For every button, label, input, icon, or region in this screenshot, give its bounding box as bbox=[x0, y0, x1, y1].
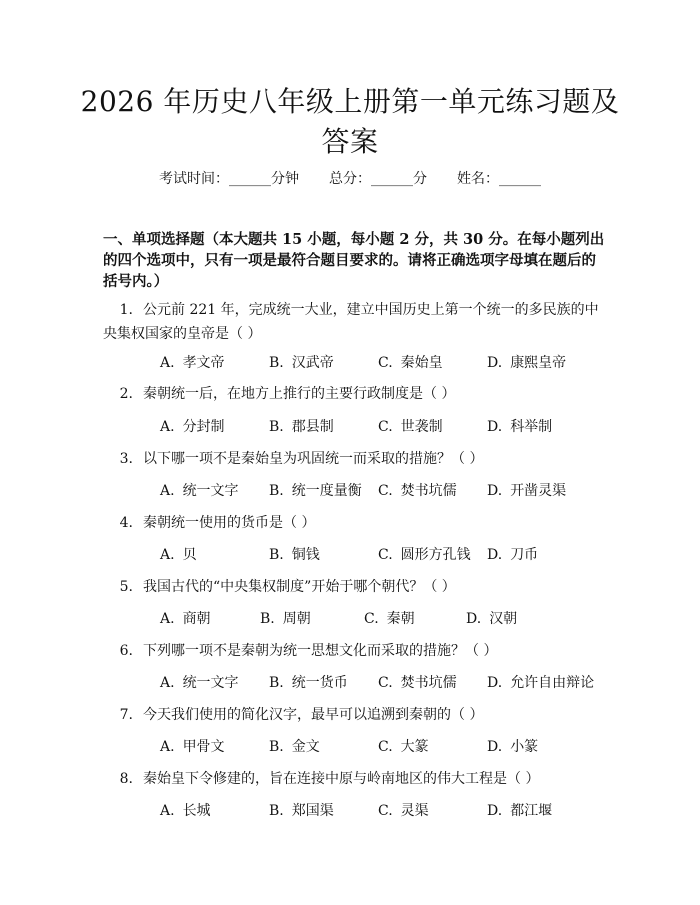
question-8 bbox=[103, 768, 608, 790]
option-d: D. 汉朝 bbox=[466, 611, 518, 627]
option-c: C. 秦朝 bbox=[364, 611, 415, 627]
option-c: C. 焚书坑儒 bbox=[378, 675, 457, 691]
question-stem: 以下哪一项不是秦始皇为巩固统一而采取的措施？（ ） bbox=[143, 451, 484, 467]
question-number: 1. bbox=[119, 302, 133, 318]
option-a: A. 商朝 bbox=[160, 611, 211, 627]
question-stem: 我国古代的“中央集权制度”开始于哪个朝代？（ ） bbox=[143, 579, 456, 595]
option-c: C. 圆形方孔钱 bbox=[378, 547, 471, 563]
option-d: D. 都江堰 bbox=[487, 803, 553, 819]
question-3 bbox=[103, 448, 608, 470]
question-number: 8. bbox=[119, 771, 133, 787]
question-2 bbox=[103, 383, 608, 405]
question-stem: 秦朝统一使用的货币是（ ） bbox=[143, 515, 316, 531]
option-c: C. 世袭制 bbox=[378, 419, 443, 435]
option-c: C. 焚书坑儒 bbox=[378, 483, 457, 499]
option-b: B. 郑国渠 bbox=[269, 803, 334, 819]
option-c: C. 秦始皇 bbox=[378, 355, 443, 371]
option-b: B. 汉武帝 bbox=[269, 355, 334, 371]
option-b: B. 统一度量衡 bbox=[269, 483, 362, 499]
question-stem: 下列哪一项不是秦朝为统一思想文化而采取的措施？（ ） bbox=[143, 643, 498, 659]
option-d: D. 允许自由辩论 bbox=[487, 675, 595, 691]
option-d: D. 小篆 bbox=[487, 739, 539, 755]
question-number: 7. bbox=[119, 707, 133, 723]
question-1 bbox=[103, 299, 608, 345]
question-number: 4. bbox=[119, 515, 133, 531]
question-7 bbox=[103, 704, 608, 726]
option-a: A. 统一文字 bbox=[160, 675, 239, 691]
option-a: A. 长城 bbox=[160, 803, 211, 819]
option-d: D. 开凿灵渠 bbox=[487, 483, 567, 499]
section-heading: 一、单项选择题（本大题共 15 小题，每小题 2 分，共 30 分。在每小题列出的四个选项中，只有一项是最符合题目要求的。请将正确选项字母填在题后的括号内。） bbox=[103, 231, 605, 290]
option-c: C. 灵渠 bbox=[378, 803, 429, 819]
option-a: A. 统一文字 bbox=[160, 483, 239, 499]
option-a: A. 孝文帝 bbox=[160, 355, 225, 371]
question-stem: 秦朝统一后，在地方上推行的主要行政制度是（ ） bbox=[143, 386, 456, 402]
option-b: B. 铜钱 bbox=[269, 547, 320, 563]
question-6 bbox=[103, 640, 608, 662]
question-number: 3. bbox=[119, 451, 133, 467]
question-stem: 秦始皇下令修建的，旨在连接中原与岭南地区的伟大工程是（ ） bbox=[143, 771, 540, 787]
option-a: A. 分封制 bbox=[160, 419, 225, 435]
option-b: B. 周朝 bbox=[260, 611, 311, 627]
option-c: C. 大篆 bbox=[378, 739, 429, 755]
exam-time-field: 考试时间：______分钟 bbox=[159, 171, 299, 187]
question-stem: 公元前 221 年，完成统一大业，建立中国历史上第一个统一的多民族的中 bbox=[143, 302, 599, 318]
question-number: 6. bbox=[119, 643, 133, 659]
total-score-field: 总分：______分 bbox=[329, 171, 427, 187]
page-title: 2026 年历史八年级上册第一单元练习题及答案 bbox=[80, 85, 620, 158]
exam-info-line bbox=[0, 169, 700, 189]
option-d: D. 康熙皇帝 bbox=[487, 355, 567, 371]
question-number: 2. bbox=[119, 386, 133, 402]
option-a: A. 贝 bbox=[160, 547, 197, 563]
option-b: B. 郡县制 bbox=[269, 419, 334, 435]
question-4 bbox=[103, 512, 608, 534]
question-stem-continued: 央集权国家的皇帝是（ ） bbox=[103, 326, 262, 342]
option-a: A. 甲骨文 bbox=[160, 739, 225, 755]
question-stem: 今天我们使用的简化汉字，最早可以追溯到秦朝的（ ） bbox=[143, 707, 484, 723]
option-b: B. 金文 bbox=[269, 739, 320, 755]
option-d: D. 刀币 bbox=[487, 547, 539, 563]
question-number: 5. bbox=[119, 579, 133, 595]
option-d: D. 科举制 bbox=[487, 419, 553, 435]
student-name-field: 姓名：______ bbox=[457, 171, 541, 187]
option-b: B. 统一货币 bbox=[269, 675, 348, 691]
question-5 bbox=[103, 576, 608, 598]
